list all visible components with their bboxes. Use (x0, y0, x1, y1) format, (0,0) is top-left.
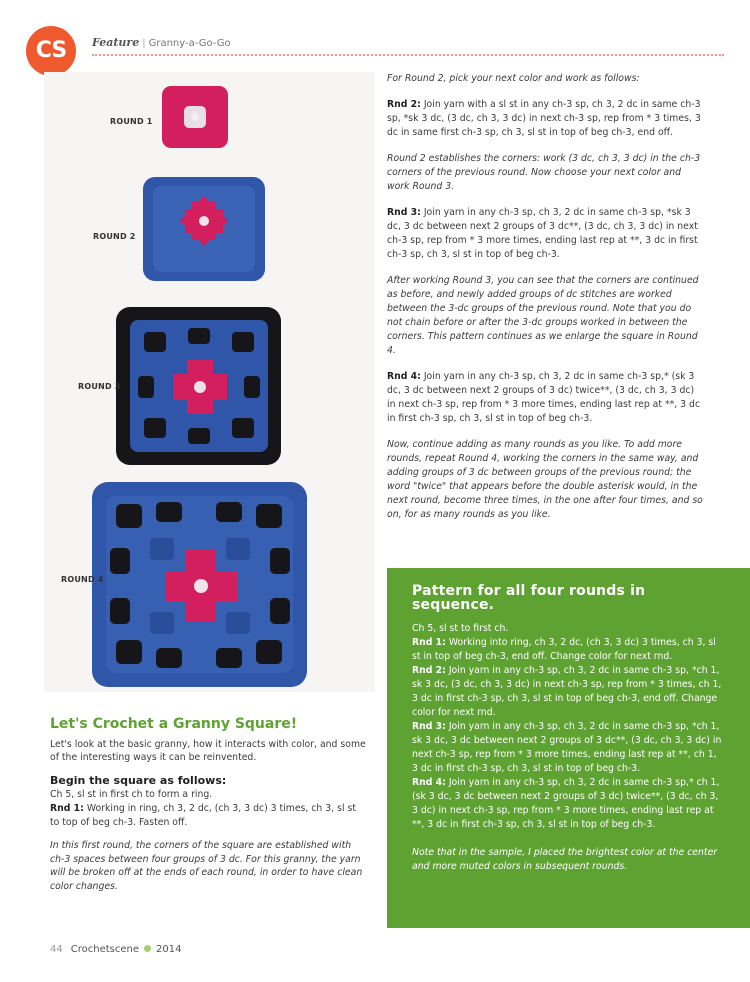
left-column (50, 718, 368, 894)
magazine-logo: CS (26, 26, 76, 76)
section-heading: Let's Crochet a Granny Square! (50, 716, 298, 732)
subheading: Begin the square as follows: (50, 773, 227, 787)
rnd-label: Rnd 1: (50, 802, 84, 814)
round-3-note: After working Round 3, you can see that the corners are continued as before, and newly added groups of dc stitches are worked between the 3-dc groups of the previous round. Note that you do not chain before or after the 3-dc groups worked in between the corners. This pattern continues as we enlarge the square in Round 4. (387, 275, 699, 356)
box-heading: Pattern for all four rounds in sequence. (412, 583, 646, 613)
more-rounds-note: Now, continue adding as many rounds as you like. To add more rounds, repeat Round 4, working the corners in the same way, and adding groups of 3 dc between groups of the previous round; the word "twice" that appears before the double asterisk would, in the next round, become three times, in the one after four times, and so on, for as many rounds as you like. (387, 439, 703, 520)
running-header (92, 36, 231, 49)
box-round-4 (412, 776, 724, 832)
round-2-intro: For Round 2, pick your next color and work as follows: (387, 73, 640, 84)
round-2-label: ROUND 2 (93, 232, 136, 241)
rnd-text: Working in ring, ch 3, 2 dc, (ch 3, 3 dc) 3 times, ch 3, sl st to top of beg ch-3. Fasten off. (50, 802, 356, 828)
round-1-instruction (50, 802, 368, 829)
pattern-sidebar-box (387, 568, 750, 928)
rnd-label: Rnd 3: (387, 207, 421, 218)
dot-separator-icon (144, 945, 151, 952)
header-separator: | (142, 38, 146, 49)
round-3-instruction (387, 206, 703, 262)
instruction-line: Ch 5, sl st in first ch to form a ring. (50, 789, 213, 801)
rnd-label: Rnd 4: (412, 777, 446, 788)
page-number: 44 (50, 944, 63, 955)
right-column (387, 72, 703, 534)
round-4-label: ROUND 4 (61, 575, 104, 584)
magazine-name: Crochetscene (70, 944, 139, 955)
page-footer (50, 944, 181, 955)
round-2-note: Round 2 establishes the corners: work (3 dc, ch 3, 3 dc) in the ch-3 corners of the previous round. Now choose your next color and work Round 3. (387, 153, 701, 192)
dotted-rule (92, 54, 724, 56)
round-1-label: ROUND 1 (110, 117, 153, 126)
article-title: Granny-a-Go-Go (148, 38, 231, 49)
round-1-note: In this first round, the corners of the square are established with ch-3 spaces between four groups of 3 dc. For this granny, the yarn will be broken off at the ends of each round, in order to have clean color changes. (50, 840, 363, 892)
section-label: Feature (92, 36, 140, 49)
rnd-text: Join yarn in any ch-3 sp, ch 3, 2 dc in same ch-3 sp, *ch 1, sk 3 dc, (3 dc, ch 3, 3 dc) in next ch-3 sp, rep from * 3 times, ch 1, 3 dc in first ch-3 sp, ch 3, sl st in top of beg ch-3, end off. Change color for next rnd. (412, 665, 722, 718)
round-4-square (92, 482, 307, 687)
rnd-text: Working into ring, ch 3, 2 dc, (ch 3, 3 dc) 3 times, ch 3, sl st in top of beg ch-3, end off. Change color for next rnd. (412, 637, 716, 662)
rnd-label: Rnd 2: (387, 99, 421, 110)
box-round-1 (412, 636, 724, 664)
round-2-square (143, 177, 265, 281)
rnd-label: Rnd 2: (412, 665, 446, 676)
rnd-label: Rnd 4: (387, 371, 421, 382)
round-2-instruction (387, 98, 703, 140)
round-3-square (116, 307, 281, 465)
issue-year: 2014 (156, 944, 182, 955)
round-3-label: ROUND 3 (78, 382, 121, 391)
rnd-text: Join yarn in any ch-3 sp, ch 3, 2 dc in same ch-3 sp, *sk 3 dc, 3 dc between next 2 groups of 3 dc**, (3 dc, ch 3, 3 dc) in next ch-3 sp, rep from * 3 more times, ending last rep at **, 3 dc in first ch-3 sp, ch 3, sl st in top of beg ch-3. (387, 207, 698, 260)
intro-paragraph: Let's look at the basic granny, how it interacts with color, and some of the interesting ways it can be reinvented. (50, 738, 366, 764)
round-4-instruction (387, 370, 703, 426)
rnd-text: Join yarn in any ch-3 sp, ch 3, 2 dc in same ch-3 sp,* (sk 3 dc, 3 dc between next 2 groups of 3 dc) twice**, (3 dc, ch 3, 3 dc) in next ch-3 sp, rep from * 3 more times, ending last rep at **, 3 dc in first ch-3 sp, ch 3, sl st in top of beg ch-3. (387, 371, 701, 424)
rnd-text: Join yarn with a sl st in any ch-3 sp, ch 3, 2 dc in same ch-3 sp, *sk 3 dc, (3 dc, ch 3, 3 dc) in next ch-3 sp, rep from * 3 times, 3 dc in same first ch-3 sp, ch 3, sl st in top of beg ch-3, end off. (387, 99, 701, 138)
rnd-text: Join yarn in any ch-3 sp, ch 3, 2 dc in same ch-3 sp,* ch 1, (sk 3 dc, 3 dc between next 2 groups of 3 dc) twice**, (3 dc, ch 3, 3 dc) in next ch-3 sp, rep from * 3 more times, ending last rep at **, 3 dc in first ch-3 sp, ch 3, sl st in top of beg ch-3. (412, 777, 720, 830)
rnd-label: Rnd 1: (412, 637, 446, 648)
box-start-line: Ch 5, sl st to first ch. (412, 623, 509, 634)
round-1-square (162, 86, 228, 148)
box-round-2 (412, 664, 724, 720)
granny-squares-photo (44, 72, 375, 692)
box-round-3 (412, 720, 724, 776)
rnd-text: Join yarn in any ch-3 sp, ch 3, 2 dc in same ch-3 sp, *ch 1, sk 3 dc, 3 dc between next 2 groups of 3 dc**, (3 dc, ch 3, 3 dc) in next ch-3 sp, rep from * 3 more times, ending last rep at **, ch 1, 3 dc in first ch-3 sp, ch 3, sl st in top of beg ch-3. (412, 721, 722, 774)
rnd-label: Rnd 3: (412, 721, 446, 732)
box-note: Note that in the sample, I placed the brightest color at the center and more muted colors in subsequent rounds. (412, 847, 718, 872)
